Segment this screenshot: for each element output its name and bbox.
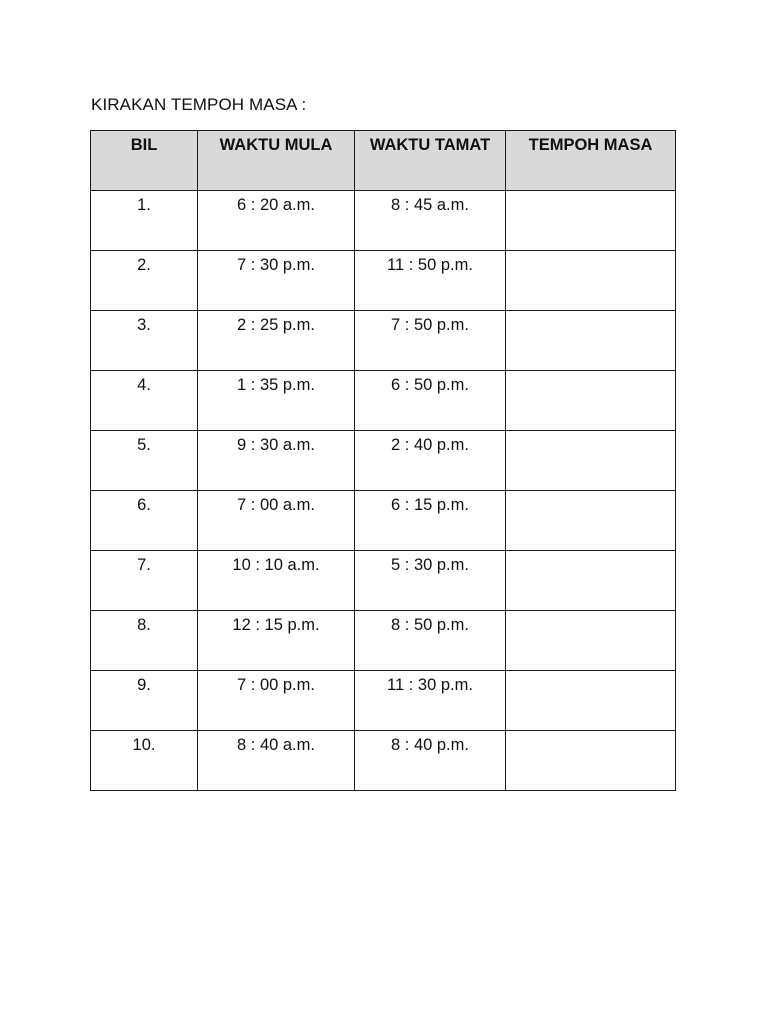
cell-tempoh-masa-answer-text xyxy=(506,431,675,437)
table-row xyxy=(91,191,676,251)
cell-waktu-tamat-text: 11 : 50 p.m. xyxy=(387,256,473,274)
table-row xyxy=(91,311,676,371)
cell-waktu-tamat-text: 6 : 50 p.m. xyxy=(391,376,469,394)
cell-tempoh-masa-answer-text xyxy=(506,491,675,497)
header-waktu-tamat xyxy=(355,131,506,191)
cell-bil xyxy=(91,491,198,551)
cell-waktu-tamat-text: 2 : 40 p.m. xyxy=(391,436,469,454)
cell-waktu-mula xyxy=(198,491,355,551)
cell-tempoh-masa-answer[interactable] xyxy=(506,311,676,371)
cell-waktu-tamat xyxy=(355,731,506,791)
cell-waktu-tamat xyxy=(355,431,506,491)
cell-bil-text: 5. xyxy=(137,436,151,454)
cell-waktu-tamat xyxy=(355,551,506,611)
table-row xyxy=(91,431,676,491)
cell-waktu-tamat-text: 11 : 30 p.m. xyxy=(387,676,473,694)
cell-bil xyxy=(91,251,198,311)
cell-waktu-tamat-text: 5 : 30 p.m. xyxy=(391,556,469,574)
cell-waktu-mula-text: 7 : 00 p.m. xyxy=(237,676,315,694)
cell-waktu-tamat xyxy=(355,611,506,671)
header-tempoh-masa xyxy=(506,131,676,191)
cell-tempoh-masa-answer[interactable] xyxy=(506,371,676,431)
cell-bil xyxy=(91,311,198,371)
cell-tempoh-masa-answer-text xyxy=(506,191,675,197)
cell-waktu-mula xyxy=(198,311,355,371)
cell-tempoh-masa-answer[interactable] xyxy=(506,251,676,311)
cell-waktu-tamat xyxy=(355,191,506,251)
cell-waktu-mula xyxy=(198,191,355,251)
page-title: KIRAKAN TEMPOH MASA : xyxy=(91,95,307,114)
cell-waktu-mula xyxy=(198,431,355,491)
cell-tempoh-masa-answer[interactable] xyxy=(506,731,676,791)
cell-bil xyxy=(91,371,198,431)
header-label: WAKTU TAMAT xyxy=(369,136,491,154)
cell-waktu-mula xyxy=(198,551,355,611)
table-row xyxy=(91,671,676,731)
cell-waktu-mula-text: 10 : 10 a.m. xyxy=(232,556,320,574)
cell-waktu-tamat-text: 8 : 45 a.m. xyxy=(391,196,469,214)
cell-tempoh-masa-answer-text xyxy=(506,311,675,317)
cell-bil xyxy=(91,731,198,791)
cell-waktu-tamat-text: 6 : 15 p.m. xyxy=(391,496,469,514)
cell-bil-text: 8. xyxy=(137,616,151,634)
time-duration-table xyxy=(90,130,676,791)
header-label: BIL xyxy=(130,136,158,154)
cell-tempoh-masa-answer[interactable] xyxy=(506,191,676,251)
cell-waktu-mula-text: 7 : 00 a.m. xyxy=(237,496,315,514)
header-waktu-mula xyxy=(198,131,355,191)
cell-bil-text: 9. xyxy=(137,676,151,694)
cell-bil-text: 1. xyxy=(137,196,151,214)
cell-bil xyxy=(91,611,198,671)
cell-waktu-mula xyxy=(198,371,355,431)
cell-waktu-tamat-text: 8 : 40 p.m. xyxy=(391,736,469,754)
table-row xyxy=(91,731,676,791)
table-row xyxy=(91,251,676,311)
cell-bil-text: 7. xyxy=(137,556,151,574)
cell-waktu-mula xyxy=(198,251,355,311)
cell-waktu-mula xyxy=(198,671,355,731)
cell-tempoh-masa-answer[interactable] xyxy=(506,491,676,551)
header-label: TEMPOH MASA xyxy=(528,136,653,154)
cell-waktu-tamat xyxy=(355,671,506,731)
cell-waktu-mula-text: 9 : 30 a.m. xyxy=(237,436,315,454)
table-row xyxy=(91,551,676,611)
cell-waktu-mula-text: 2 : 25 p.m. xyxy=(237,316,315,334)
cell-waktu-mula-text: 8 : 40 a.m. xyxy=(237,736,315,754)
cell-bil xyxy=(91,431,198,491)
cell-bil xyxy=(91,551,198,611)
cell-tempoh-masa-answer-text xyxy=(506,731,675,737)
cell-bil-text: 3. xyxy=(137,316,151,334)
cell-waktu-tamat xyxy=(355,251,506,311)
cell-bil-text: 4. xyxy=(137,376,151,394)
cell-bil-text: 10. xyxy=(132,736,156,754)
cell-waktu-mula-text: 7 : 30 p.m. xyxy=(237,256,315,274)
table-header-row xyxy=(91,131,676,191)
cell-tempoh-masa-answer[interactable] xyxy=(506,611,676,671)
cell-waktu-tamat xyxy=(355,371,506,431)
cell-waktu-tamat-text: 7 : 50 p.m. xyxy=(391,316,469,334)
header-bil xyxy=(91,131,198,191)
cell-waktu-tamat xyxy=(355,491,506,551)
cell-waktu-mula-text: 1 : 35 p.m. xyxy=(237,376,315,394)
cell-tempoh-masa-answer[interactable] xyxy=(506,431,676,491)
table-row xyxy=(91,371,676,431)
cell-tempoh-masa-answer-text xyxy=(506,371,675,377)
cell-bil-text: 2. xyxy=(137,256,151,274)
table-row xyxy=(91,491,676,551)
cell-tempoh-masa-answer-text xyxy=(506,611,675,617)
cell-tempoh-masa-answer[interactable] xyxy=(506,671,676,731)
cell-tempoh-masa-answer-text xyxy=(506,671,675,677)
cell-waktu-tamat xyxy=(355,311,506,371)
cell-waktu-mula xyxy=(198,611,355,671)
table-row xyxy=(91,611,676,671)
cell-tempoh-masa-answer[interactable] xyxy=(506,551,676,611)
cell-waktu-tamat-text: 8 : 50 p.m. xyxy=(391,616,469,634)
cell-waktu-mula-text: 6 : 20 a.m. xyxy=(237,196,315,214)
cell-waktu-mula xyxy=(198,731,355,791)
cell-bil xyxy=(91,671,198,731)
cell-waktu-mula-text: 12 : 15 p.m. xyxy=(232,616,320,634)
cell-bil-text: 6. xyxy=(137,496,151,514)
cell-bil xyxy=(91,191,198,251)
header-label: WAKTU MULA xyxy=(219,136,333,154)
table-body xyxy=(91,191,676,791)
cell-tempoh-masa-answer-text xyxy=(506,551,675,557)
cell-tempoh-masa-answer-text xyxy=(506,251,675,257)
